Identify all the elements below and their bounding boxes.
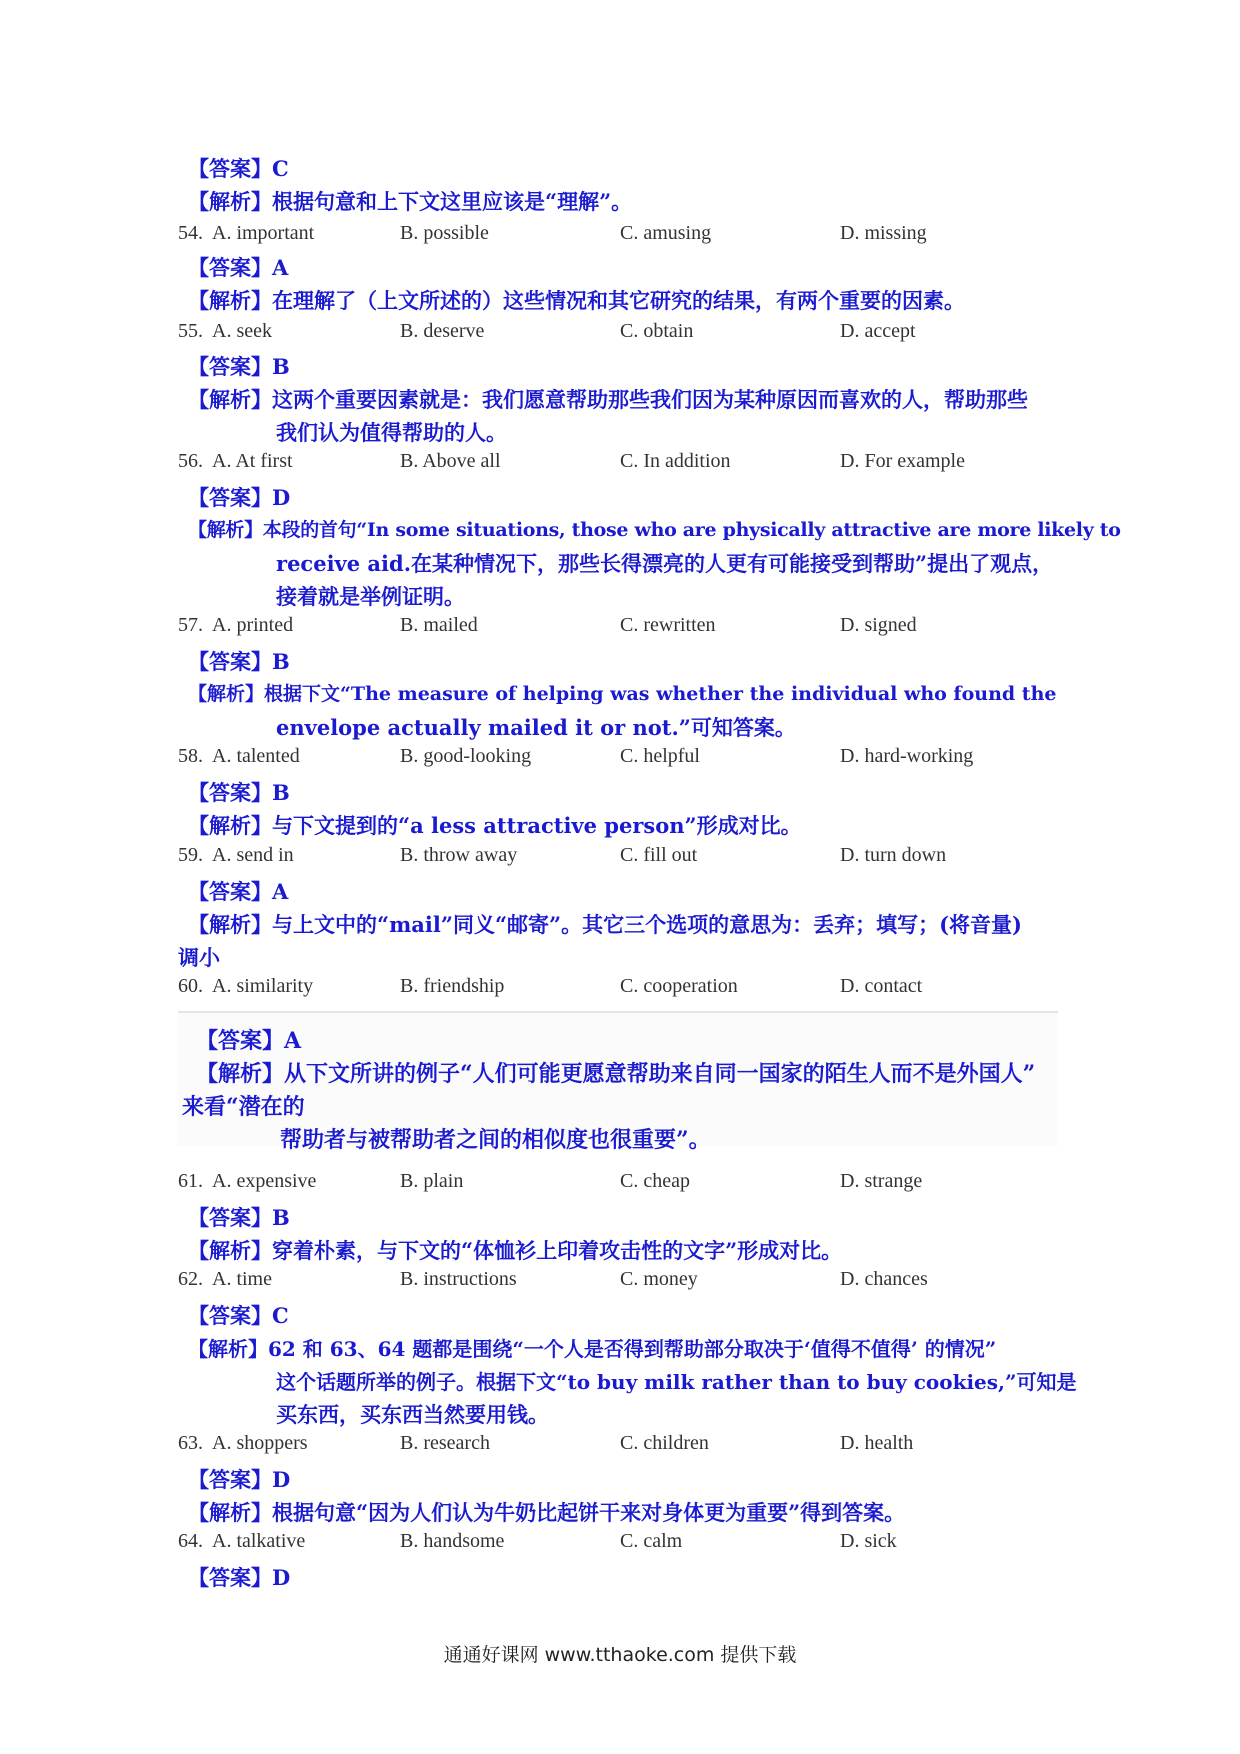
option-c: C. rewritten <box>620 614 716 636</box>
option-b: B. handsome <box>400 1530 505 1552</box>
option-c: C. calm <box>620 1530 683 1552</box>
analysis-53: 【解析】根据句意和上下文这里应该是“理解”。 <box>188 189 633 214</box>
question-57 <box>178 614 1078 642</box>
option-d: D. health <box>840 1432 914 1454</box>
question-number: 64. <box>178 1530 203 1552</box>
option-d: D. contact <box>840 975 923 997</box>
analysis-63: 【解析】根据句意“因为人们认为牛奶比起饼干来对身体更为重要”得到答案。 <box>188 1500 906 1525</box>
answer-63: 【答案】D <box>188 1467 291 1492</box>
option-a: A. printed <box>212 614 294 636</box>
analysis-55-line-1: 【解析】这两个重要因素就是：我们愿意帮助那些我们因为某种原因而喜欢的人，帮助那些 <box>188 387 1028 412</box>
option-a: A. seek <box>212 320 272 342</box>
option-a: A. time <box>212 1268 272 1290</box>
option-a: A. talented <box>212 745 300 767</box>
option-c: C. money <box>620 1268 698 1290</box>
option-c: C. cooperation <box>620 975 738 997</box>
question-number: 57. <box>178 614 203 636</box>
analysis-62-line-1: 【解析】62 和 63、64 题都是围绕“一个人是否得到帮助部分取决于‘值得不值得’ 的情况” <box>188 1337 997 1361</box>
analysis-60-line-2: 来看“潜在的 <box>182 1094 305 1120</box>
question-number: 58. <box>178 745 203 767</box>
analysis-58: 【解析】与下文提到的“a less attractive person”形成对比。 <box>188 813 802 838</box>
analysis-60-line-1: 【解析】从下文所讲的例子“人们可能更愿意帮助来自同一国家的陌生人而不是外国人” <box>196 1061 1036 1087</box>
question-56 <box>178 450 1078 478</box>
answer-59: 【答案】A <box>188 879 289 904</box>
question-62 <box>178 1268 1078 1296</box>
analysis-61: 【解析】穿着朴素，与下文的“体恤衫上印着攻击性的文字”形成对比。 <box>188 1238 843 1263</box>
analysis-55-line-2: 我们认为值得帮助的人。 <box>276 420 507 445</box>
question-number: 54. <box>178 222 203 244</box>
option-b: B. good-looking <box>400 745 532 767</box>
option-d: D. chances <box>840 1268 928 1290</box>
question-59 <box>178 844 1078 872</box>
answer-53: 【答案】C <box>188 156 289 181</box>
question-58 <box>178 745 1078 773</box>
option-a: A. similarity <box>212 975 314 997</box>
analysis-56-line-3: 接着就是举例证明。 <box>276 584 465 609</box>
option-c: C. amusing <box>620 222 712 244</box>
answer-60: 【答案】A <box>196 1028 302 1054</box>
option-d: D. strange <box>840 1170 923 1192</box>
answer-55: 【答案】B <box>188 354 290 379</box>
option-c: C. In addition <box>620 450 731 472</box>
analysis-56-line-1: 【解析】本段的首句“In some situations, those who are physically attractive are more likely to <box>188 519 1121 541</box>
answer-58: 【答案】B <box>188 780 290 805</box>
option-c: C. helpful <box>620 745 700 767</box>
question-63 <box>178 1432 1078 1460</box>
analysis-59-line-1: 【解析】与上文中的“mail”同义“邮寄”。其它三个选项的意思为：丢弃；填写；(将音量) <box>188 912 1022 937</box>
option-d: D. hard-working <box>840 745 974 767</box>
option-c: C. cheap <box>620 1170 690 1192</box>
option-a: A. talkative <box>212 1530 306 1552</box>
option-b: B. plain <box>400 1170 464 1192</box>
answer-56: 【答案】D <box>188 485 291 510</box>
question-number: 56. <box>178 450 203 472</box>
option-a: A. shoppers <box>212 1432 308 1454</box>
option-d: D. turn down <box>840 844 947 866</box>
option-b: B. deserve <box>400 320 485 342</box>
question-55 <box>178 320 1078 348</box>
option-d: D. sick <box>840 1530 897 1552</box>
answer-61: 【答案】B <box>188 1205 290 1230</box>
analysis-57-line-2: envelope actually mailed it or not.”可知答案。 <box>276 715 796 740</box>
analysis-54: 【解析】在理解了（上文所述的）这些情况和其它研究的结果，有两个重要的因素。 <box>188 288 965 313</box>
question-number: 55. <box>178 320 203 342</box>
option-b: B. friendship <box>400 975 505 997</box>
option-a: A. At first <box>212 450 293 472</box>
option-b: B. instructions <box>400 1268 517 1290</box>
question-64 <box>178 1530 1078 1558</box>
option-a: A. expensive <box>212 1170 317 1192</box>
question-number: 63. <box>178 1432 203 1454</box>
question-number: 62. <box>178 1268 203 1290</box>
answer-62: 【答案】C <box>188 1303 289 1328</box>
option-c: C. fill out <box>620 844 698 866</box>
analysis-59-line-2: 调小 <box>178 945 220 970</box>
analysis-62-line-3: 买东西，买东西当然要用钱。 <box>276 1402 549 1427</box>
analysis-62-line-2: 这个话题所举的例子。根据下文“to buy milk rather than to buy cookies,”可知是 <box>276 1370 1077 1394</box>
page-footer: 通通好课网 www.tthaoke.com 提供下载 <box>443 1644 797 1666</box>
analysis-57-line-1: 【解析】根据下文“The measure of helping was whether the individual who found the <box>188 683 1057 705</box>
option-b: B. Above all <box>400 450 501 472</box>
question-61 <box>178 1170 1078 1198</box>
question-number: 60. <box>178 975 203 997</box>
question-number: 61. <box>178 1170 203 1192</box>
analysis-60-line-3: 帮助者与被帮助者之间的相似度也很重要”。 <box>280 1127 711 1153</box>
option-c: C. children <box>620 1432 709 1454</box>
question-number: 59. <box>178 844 203 866</box>
option-d: D. accept <box>840 320 916 342</box>
option-a: A. send in <box>212 844 294 866</box>
question-60 <box>178 975 1078 1003</box>
option-b: B. throw away <box>400 844 518 866</box>
analysis-56-line-2: receive aid.在某种情况下，那些长得漂亮的人更有可能接受到帮助”提出了观点， <box>276 551 1054 576</box>
question-54 <box>178 222 1078 250</box>
option-d: D. missing <box>840 222 927 244</box>
answer-64: 【答案】D <box>188 1565 291 1590</box>
option-a: A. important <box>212 222 315 244</box>
option-b: B. mailed <box>400 614 478 636</box>
answer-54: 【答案】A <box>188 255 289 280</box>
option-d: D. signed <box>840 614 917 636</box>
option-d: D. For example <box>840 450 965 472</box>
answer-57: 【答案】B <box>188 649 290 674</box>
option-b: B. research <box>400 1432 490 1454</box>
option-b: B. possible <box>400 222 489 244</box>
option-c: C. obtain <box>620 320 694 342</box>
